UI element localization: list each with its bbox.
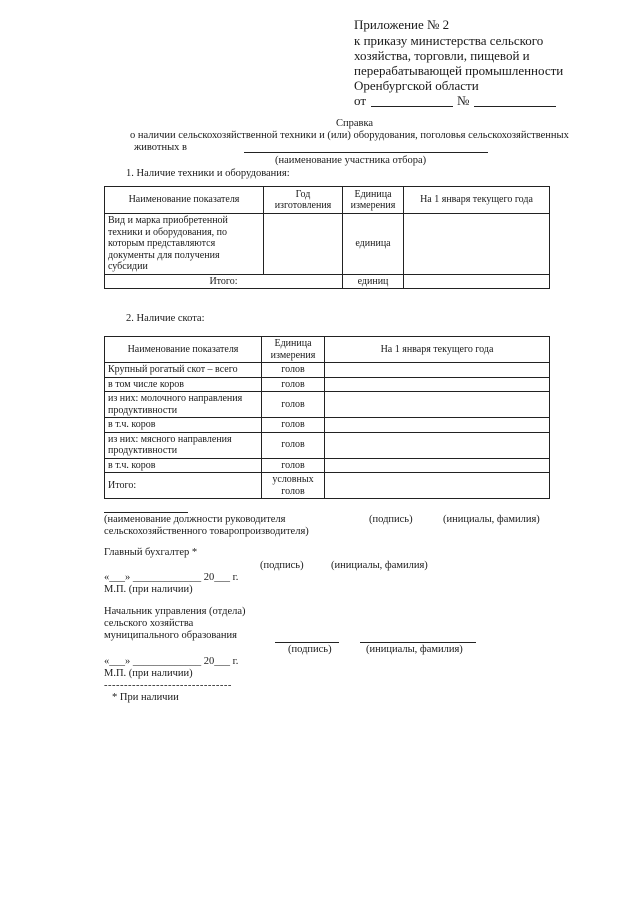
livestock-row-unit: голов [262, 418, 325, 433]
participant-caption: (наименование участника отбора) [275, 155, 427, 166]
annex-line-4: Оренбургской области [354, 78, 479, 93]
section2-heading: 2. Наличие скота: [126, 313, 205, 324]
manager-initials-line [360, 642, 476, 643]
footnote: * При наличии [112, 692, 179, 703]
accountant-signature-caption: (подпись) [260, 560, 304, 571]
livestock-total-label: Итого: [105, 473, 262, 499]
equipment-header-name: Наименование показателя [105, 187, 264, 214]
manager-signature-line [275, 642, 339, 643]
annex-line-1: к приказу министерства сельского [354, 33, 544, 48]
livestock-row-name: из них: молочного направления продуктивности [105, 392, 262, 418]
livestock-row-unit: голов [262, 377, 325, 392]
head-initials-caption: (инициалы, фамилия) [443, 514, 540, 525]
equipment-header-value: На 1 января текущего года [404, 187, 550, 214]
livestock-row-unit: голов [262, 432, 325, 458]
livestock-row-unit: голов [262, 458, 325, 473]
head-position-label-2: сельскохозяйственного товаропроизводителя) [104, 526, 309, 537]
livestock-header-value: На 1 января текущего года [325, 337, 550, 363]
manager-date: «___» _____________ 20___ г. [104, 656, 239, 667]
livestock-row-unit: голов [262, 392, 325, 418]
head-signature-caption: (подпись) [369, 514, 413, 525]
livestock-row-value [325, 377, 550, 392]
equipment-total-unit: единиц [343, 274, 404, 289]
equipment-row-year [264, 214, 343, 275]
equipment-header-year: Год изготовления [264, 187, 343, 214]
equipment-row-unit: единица [343, 214, 404, 275]
livestock-row-name: в т.ч. коров [105, 458, 262, 473]
livestock-row-name: из них: мясного направления продуктивности [105, 432, 262, 458]
annex-date-prefix: от [354, 93, 367, 108]
accountant-stamp: М.П. (при наличии) [104, 584, 193, 595]
equipment-total-value [404, 274, 550, 289]
livestock-row-name: Крупный рогатый скот – всего [105, 363, 262, 378]
annex-line-3: перерабатывающей промышленности [354, 63, 564, 78]
livestock-row-value [325, 418, 550, 433]
manager-stamp: М.П. (при наличии) [104, 668, 193, 679]
equipment-total-label: Итого: [105, 274, 343, 289]
livestock-row-name: в том числе коров [105, 377, 262, 392]
participant-line [244, 152, 488, 153]
annex-number-prefix: № [457, 93, 470, 108]
annex-number-line [474, 106, 556, 107]
livestock-row-unit: голов [262, 363, 325, 378]
livestock-row-name: в т.ч. коров [105, 418, 262, 433]
head-position-label: (наименование должности руководителя [104, 514, 286, 525]
equipment-row-value [404, 214, 550, 275]
doc-title: Справка [336, 118, 374, 129]
accountant-initials-caption: (инициалы, фамилия) [331, 560, 428, 571]
livestock-total-value [325, 473, 550, 499]
livestock-row-value [325, 458, 550, 473]
livestock-row-value [325, 432, 550, 458]
manager-label-3: муниципального образования [104, 630, 237, 641]
livestock-total-unit: условных голов [262, 473, 325, 499]
footnote-separator: -------------------------------- [104, 680, 232, 691]
head-signature-line [104, 512, 188, 513]
livestock-header-unit: Единица измерения [262, 337, 325, 363]
equipment-table [104, 186, 550, 289]
annex-title: Приложение № 2 [354, 17, 450, 32]
livestock-row-value [325, 363, 550, 378]
section1-heading: 1. Наличие техники и оборудования: [126, 168, 290, 179]
doc-subtitle-1: о наличии сельскохозяйственной техники и (или) оборудования, поголовья сельскохозяйственных [130, 130, 569, 141]
manager-signature-caption: (подпись) [288, 644, 332, 655]
livestock-table [104, 336, 550, 499]
livestock-header-name: Наименование показателя [105, 337, 262, 363]
livestock-row-value [325, 392, 550, 418]
accountant-date: «___» _____________ 20___ г. [104, 572, 239, 583]
manager-label-2: сельского хозяйства [104, 618, 194, 629]
doc-subtitle-2: животных в [134, 142, 187, 153]
annex-line-2: хозяйства, торговли, пищевой и [354, 48, 530, 63]
manager-initials-caption: (инициалы, фамилия) [366, 644, 463, 655]
annex-date-line [371, 106, 453, 107]
accountant-label: Главный бухгалтер * [104, 547, 198, 558]
equipment-header-unit: Единица измерения [343, 187, 404, 214]
manager-label-1: Начальник управления (отдела) [104, 606, 246, 617]
equipment-row-name: Вид и марка приобретенной техники и оборудования, по которым представляются документы для получения субсидии [105, 214, 264, 275]
